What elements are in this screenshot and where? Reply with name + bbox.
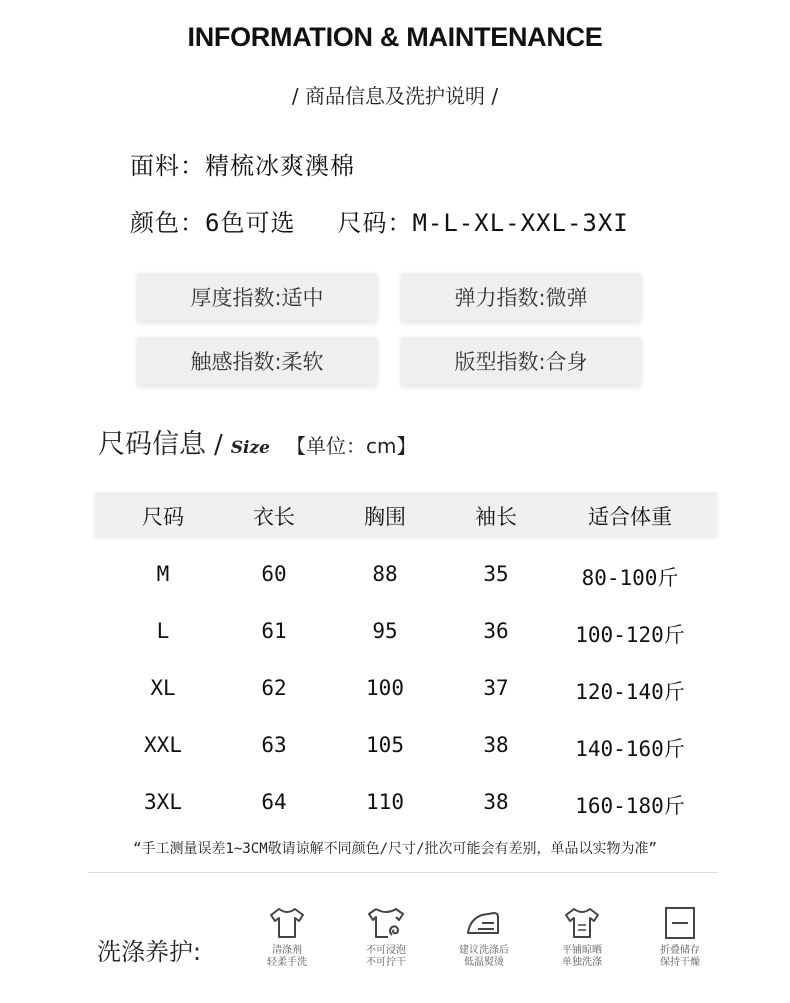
section-divider <box>88 872 718 873</box>
size-label: 尺码： <box>337 209 413 237</box>
flat-dry-tshirt-icon <box>537 905 627 941</box>
tshirt-icon <box>242 905 332 941</box>
cell-sleeve: 35 <box>483 562 509 586</box>
fabric-value: 精梳冰爽澳棉 <box>205 152 355 180</box>
care-item-handwash <box>242 905 332 969</box>
cell-length: 61 <box>261 619 287 643</box>
care-text-line1: 清涤剂 <box>272 945 302 956</box>
care-label: 洗涤养护: <box>97 938 202 966</box>
care-text-line1: 折叠储存 <box>660 945 700 956</box>
cell-length: 62 <box>261 676 287 700</box>
fold-box-icon <box>635 905 725 941</box>
thickness-index-box <box>137 273 377 321</box>
size-heading-en: Size <box>230 438 270 458</box>
care-text-line2: 不可拧干 <box>366 957 406 968</box>
care-text-line1: 不可浸泡 <box>366 945 406 956</box>
cell-weight: 80-100斤 <box>581 566 679 590</box>
cell-sleeve: 37 <box>483 676 509 700</box>
color-label: 颜色： <box>130 209 205 237</box>
no-soak-tshirt-icon <box>341 905 431 941</box>
measurement-note: “手工测量误差1~3CM敬请谅解不同颜色/尺寸/批次可能会有差别，单品以实物为准” <box>133 841 657 857</box>
color-value: 6色可选 <box>205 209 296 237</box>
attr-label: 触感指数: <box>190 350 282 374</box>
fit-index-box <box>401 337 641 385</box>
cell-size: L <box>156 619 170 643</box>
cell-sleeve: 38 <box>483 733 509 757</box>
table-row <box>0 790 790 830</box>
cell-size: M <box>156 562 170 586</box>
care-text-line2: 轻柔手洗 <box>267 957 307 968</box>
cell-size: XL <box>150 676 176 700</box>
cell-weight: 140-160斤 <box>575 737 685 761</box>
cell-sleeve: 36 <box>483 619 509 643</box>
size-range <box>337 209 628 237</box>
iron-icon <box>439 905 529 941</box>
cell-chest: 100 <box>366 676 404 700</box>
care-item-fold-store <box>635 905 725 969</box>
table-row <box>0 676 790 716</box>
cell-chest: 88 <box>372 562 398 586</box>
cell-chest: 95 <box>372 619 398 643</box>
size-heading-slash: / <box>214 430 223 460</box>
attr-label: 弹力指数: <box>454 286 546 310</box>
attr-value: 柔软 <box>281 350 324 374</box>
table-row <box>0 619 790 659</box>
cell-weight: 120-140斤 <box>575 680 685 704</box>
fabric-label: 面料： <box>130 152 205 180</box>
care-item-flat-dry <box>537 905 627 969</box>
color-size-info <box>130 203 629 238</box>
care-text-line1: 平铺晾晒 <box>562 945 602 956</box>
care-item-no-soak <box>341 905 431 969</box>
cell-size: 3XL <box>144 790 182 814</box>
attr-value: 合身 <box>545 350 588 374</box>
cell-chest: 105 <box>366 733 404 757</box>
table-row <box>0 733 790 773</box>
cell-size: XXL <box>144 733 182 757</box>
care-text-line2: 保持干燥 <box>660 957 700 968</box>
elasticity-index-box <box>401 273 641 321</box>
touch-index-box <box>137 337 377 385</box>
size-info-heading <box>98 422 416 461</box>
page-subtitle: / 商品信息及洗护说明 / <box>291 84 499 108</box>
size-unit: 【单位：cm】 <box>285 434 417 458</box>
care-text-line1: 建议洗涤后 <box>459 945 509 956</box>
fabric-info <box>130 146 355 181</box>
table-row <box>0 562 790 602</box>
cell-length: 60 <box>261 562 287 586</box>
header-sleeve: 袖长 <box>475 505 517 529</box>
cell-length: 63 <box>261 733 287 757</box>
care-text-line2: 单独洗涤 <box>562 957 602 968</box>
care-text-line2: 低温熨烫 <box>464 957 504 968</box>
cell-chest: 110 <box>366 790 404 814</box>
header-size: 尺码 <box>142 505 184 529</box>
size-value: M-L-XL-XXL-3XI <box>412 209 629 237</box>
size-table-header <box>95 492 717 536</box>
cell-weight: 100-120斤 <box>575 623 685 647</box>
header-weight: 适合体重 <box>588 505 672 529</box>
cell-length: 64 <box>261 790 287 814</box>
size-heading-text: 尺码信息 <box>98 429 206 460</box>
attr-value: 适中 <box>281 286 324 310</box>
attr-value: 微弹 <box>545 286 588 310</box>
cell-sleeve: 38 <box>483 790 509 814</box>
care-item-iron <box>439 905 529 969</box>
cell-weight: 160-180斤 <box>575 794 685 818</box>
page-title: INFORMATION & MAINTENANCE <box>187 22 603 52</box>
attr-label: 厚度指数: <box>190 286 282 310</box>
attr-label: 版型指数: <box>454 350 546 374</box>
header-length: 衣长 <box>253 505 295 529</box>
header-chest: 胸围 <box>364 505 406 529</box>
